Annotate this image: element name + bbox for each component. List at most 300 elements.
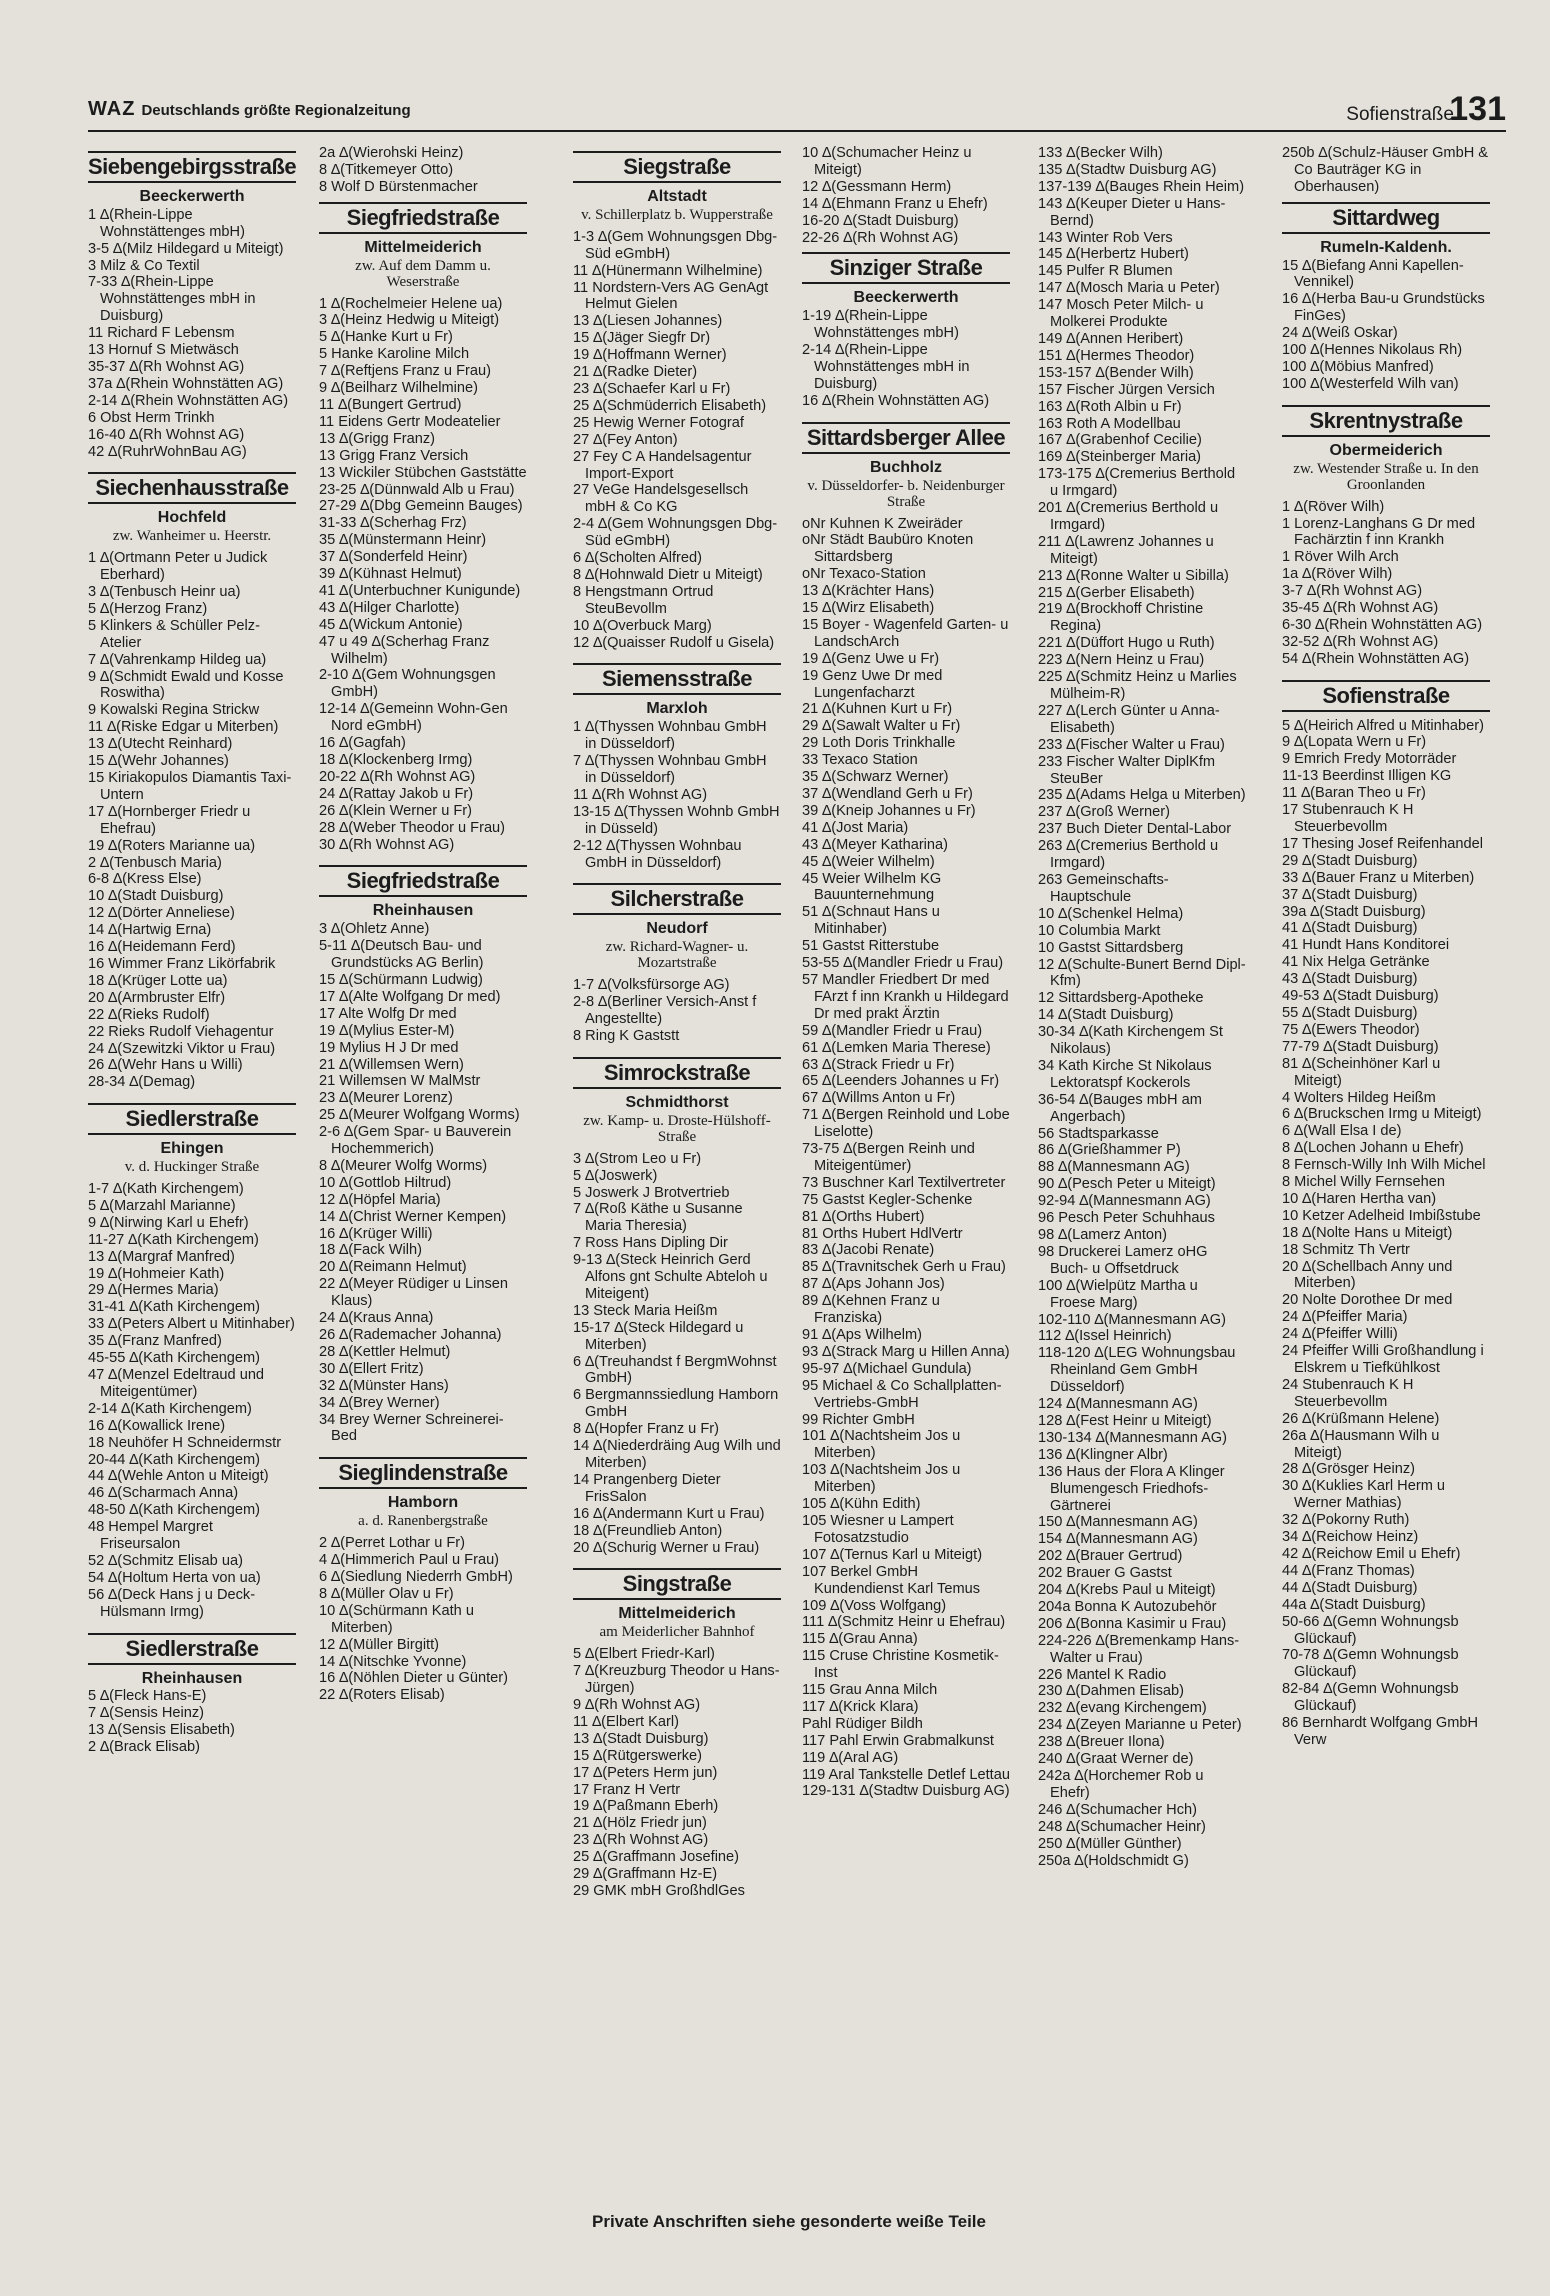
directory-entry: 3-7 ∆(Rh Wohnst AG): [1282, 583, 1423, 600]
directory-entry: 20 ∆(Armbruster Elfr): [88, 989, 226, 1006]
directory-entry: 6 ∆(Wall Elsa I de): [1282, 1123, 1402, 1140]
directory-entry: 42 ∆(Reichow Emil u Ehefr): [1282, 1545, 1461, 1562]
directory-entry: 13 ∆(Utecht Reinhard): [88, 736, 233, 753]
directory-entry: 54 ∆(Rhein Wohnstätten AG): [1282, 650, 1470, 667]
directory-entry: 202 Brauer G Gastst: [1038, 1565, 1172, 1582]
directory-entry: 44a ∆(Stadt Duisburg): [1282, 1596, 1426, 1613]
entry-list: [88, 207, 296, 461]
directory-entry: 13 ∆(Krächter Hans): [802, 583, 935, 600]
directory-entry: 29 ∆(Stadt Duisburg): [1282, 852, 1418, 869]
directory-entry: 147 ∆(Mosch Maria u Peter): [1038, 280, 1220, 297]
directory-entry: 12 ∆(Dörter Anneliese): [88, 905, 235, 922]
directory-entry: 7 ∆(Sensis Heinz): [88, 1705, 204, 1722]
directory-entry: 32 ∆(Pokorny Ruth): [1282, 1512, 1410, 1529]
directory-entry: 6 ∆(Scholten Alfred): [573, 550, 702, 567]
directory-entry: 89 ∆(Kehnen Franz u Franziska): [802, 1293, 940, 1327]
directory-entry: 115 Cruse Christine Kosmetik-Inst: [802, 1648, 999, 1682]
directory-entry: 44 ∆(Stadt Duisburg): [1282, 1579, 1418, 1596]
directory-entry: 45 ∆(Wickum Antonie): [319, 616, 463, 633]
directory-entry: 230 ∆(Dahmen Elisab): [1038, 1683, 1185, 1700]
directory-entry: 20 ∆(Schurig Werner u Frau): [573, 1539, 760, 1556]
directory-entry: 16 ∆(Andermann Kurt u Frau): [573, 1505, 765, 1522]
directory-entry: 6-8 ∆(Kress Else): [88, 871, 202, 888]
directory-entry: 11-13 Beerdinst Illigen KG: [1282, 768, 1452, 785]
directory-entry: 163 ∆(Roth Albin u Fr): [1038, 398, 1182, 415]
entry-list: [573, 1646, 781, 1900]
street-heading: Siegfriedstraße: [319, 202, 527, 234]
directory-entry: 9 ∆(Rh Wohnst AG): [573, 1696, 701, 1713]
directory-entry: 250 ∆(Müller Günther): [1038, 1835, 1182, 1852]
street-location: am Meiderlicher Bahnhof: [599, 1624, 755, 1641]
directory-entry: 17 ∆(Hornberger Friedr u Ehefrau): [88, 803, 251, 837]
directory-entry: 2-8 ∆(Berliner Versich-Anst f Angestellte): [573, 994, 757, 1028]
directory-entry: 16 ∆(Herba Bau-u Grundstücks FinGes): [1282, 291, 1485, 325]
street-heading: Siedlerstraße: [88, 1103, 296, 1135]
directory-entry: 20-22 ∆(Rh Wohnst AG): [319, 768, 476, 785]
directory-entry: 47 u 49 ∆(Scherhag Franz Wilhelm): [319, 633, 490, 667]
directory-entry: 7-33 ∆(Rhein-Lippe Wohnstättenges mbH in Duisburg): [88, 274, 256, 325]
directory-entry: 8 ∆(Lochen Johann u Ehefr): [1282, 1140, 1464, 1157]
directory-entry: 117 ∆(Krick Klara): [802, 1698, 919, 1715]
directory-entry: 18 ∆(Krüger Lotte ua): [88, 972, 228, 989]
directory-entry: 18 ∆(Nolte Hans u Miteigt): [1282, 1224, 1453, 1241]
directory-entry: 75 Gastst Kegler-Schenke: [802, 1191, 973, 1208]
directory-entry: 70-78 ∆(Gemn Wohnungsb Glückauf): [1282, 1647, 1459, 1681]
directory-entry: 21 ∆(Willemsen Wern): [319, 1056, 464, 1073]
brand-name: WAZ: [88, 98, 136, 120]
directory-entry: 2-6 ∆(Gem Spar- u Bauverein Hochemmerich): [319, 1124, 512, 1158]
directory-entry: 36-54 ∆(Bauges mbH am Angerbach): [1038, 1091, 1202, 1125]
entry-list: [573, 229, 781, 652]
directory-entry: 34 ∆(Reichow Heinz): [1282, 1529, 1419, 1546]
directory-entry: 105 ∆(Kühn Edith): [802, 1496, 921, 1513]
page-number: 131: [1449, 90, 1506, 128]
directory-entry: 8 ∆(Meurer Wolfg Worms): [319, 1157, 488, 1174]
directory-entry: 30-34 ∆(Kath Kirchengem St Nikolaus): [1038, 1024, 1223, 1058]
directory-entry: 1a ∆(Röver Wilh): [1282, 566, 1393, 583]
directory-entry: 29 GMK mbH GroßhdlGes: [573, 1882, 745, 1899]
street-heading: Sieglindenstraße: [319, 1457, 527, 1489]
directory-entry: 5 Klinkers & Schüller Pelz-Atelier: [88, 617, 260, 651]
directory-entry: 21 ∆(Hölz Friedr jun): [573, 1815, 707, 1832]
directory-entry: 37a ∆(Rhein Wohnstätten AG): [88, 375, 284, 392]
directory-entry: 21 Willemsen W MalMstr: [319, 1073, 481, 1090]
directory-entry: 1 ∆(Ortmann Peter u Judick Eberhard): [88, 550, 268, 584]
street-heading: Sittardweg: [1282, 202, 1490, 234]
directory-column-6: [1282, 145, 1490, 1761]
directory-entry: 5-11 ∆(Deutsch Bau- und Grundstücks AG Berlin): [319, 938, 484, 972]
directory-entry: 11 Nordstern-Vers AG GenAgt Helmut Gielen: [573, 279, 769, 313]
directory-entry: 9 ∆(Beilharz Wilhelmine): [319, 380, 478, 397]
district-name: Mittelmeiderich: [364, 238, 482, 256]
directory-entry: oNr Kuhnen K Zweiräder: [802, 515, 963, 532]
directory-entry: 111 ∆(Schmitz Heinr u Ehefrau): [802, 1614, 1006, 1631]
directory-entry: 150 ∆(Mannesmann AG): [1038, 1514, 1198, 1531]
directory-entry: 35-37 ∆(Rh Wohnst AG): [88, 358, 245, 375]
street-heading: Skrentnystraße: [1282, 405, 1490, 437]
directory-entry: 71 ∆(Bergen Reinhold und Lobe Liselotte): [802, 1107, 1010, 1141]
directory-entry: 56 ∆(Deck Hans j u Deck-Hülsmann Irmg): [88, 1586, 256, 1620]
directory-entry: 3 Milz & Co Textil: [88, 257, 200, 274]
entry-list: [573, 719, 781, 871]
directory-entry: 26 ∆(Krüßmann Helene): [1282, 1410, 1440, 1427]
directory-entry: 102-110 ∆(Mannesmann AG): [1038, 1311, 1226, 1328]
directory-entry: 17 Alte Wolfg Dr med: [319, 1005, 457, 1022]
directory-entry: 73 Buschner Karl Textilvertreter: [802, 1174, 1006, 1191]
directory-entry: 2 ∆(Perret Lothar u Fr): [319, 1535, 465, 1552]
directory-entry: 2-4 ∆(Gem Wohnungsgen Dbg-Süd eGmbH): [573, 516, 778, 550]
street-heading: Singstraße: [573, 1568, 781, 1600]
street-heading: Sofienstraße: [1282, 680, 1490, 712]
directory-entry: 8 Fernsch-Willy Inh Wilh Michel: [1282, 1157, 1486, 1174]
directory-entry: 35 ∆(Schwarz Werner): [802, 769, 949, 786]
directory-entry: 37 ∆(Stadt Duisburg): [1282, 886, 1418, 903]
directory-entry: 14 ∆(Christ Werner Kempen): [319, 1208, 507, 1225]
continued-entries: [319, 145, 527, 196]
directory-entry: 20 Nolte Dorothee Dr med: [1282, 1292, 1453, 1309]
directory-entry: 26 ∆(Wehr Hans u Willi): [88, 1057, 243, 1074]
directory-entry: 7 ∆(Kreuzburg Theodor u Hans-Jürgen): [573, 1663, 780, 1697]
directory-entry: 17 Franz H Vertr: [573, 1781, 681, 1798]
directory-entry: 11 ∆(Bungert Gertrud): [319, 396, 462, 413]
directory-entry: 10 ∆(Schürmann Kath u Miterben): [319, 1602, 474, 1636]
brand-tagline: Deutschlands größte Regionalzeitung: [141, 102, 411, 119]
directory-entry: 51 ∆(Schnaut Hans u Mitinhaber): [802, 904, 940, 938]
directory-entry: 37 ∆(Sonderfeld Heinr): [319, 549, 468, 566]
directory-entry: 17 Stubenrauch K H Steuerbevollm: [1282, 802, 1414, 835]
directory-entry: 13 ∆(Sensis Elisabeth): [88, 1722, 235, 1739]
directory-entry: 2-12 ∆(Thyssen Wohnbau GmbH in Düsseldorf): [573, 837, 742, 871]
street-section: [802, 252, 1010, 409]
directory-entry: 22 Rieks Rudolf Viehagentur: [88, 1023, 274, 1040]
directory-entry: 238 ∆(Breuer Ilona): [1038, 1734, 1165, 1751]
street-location: zw. Richard-Wagner- u. Mozartstraße: [605, 939, 749, 972]
directory-entry: 81 ∆(Scheinhöner Karl u Miteigt): [1282, 1055, 1441, 1089]
directory-entry: 13 ∆(Grigg Franz): [319, 430, 435, 447]
directory-entry: 169 ∆(Steinberger Maria): [1038, 449, 1202, 466]
directory-entry: 11 ∆(Baran Theo u Fr): [1282, 785, 1426, 802]
directory-entry: 24 ∆(Rattay Jakob u Fr): [319, 785, 474, 802]
directory-entry: 21 ∆(Kuhnen Kurt u Fr): [802, 701, 953, 718]
directory-entry: 33 ∆(Bauer Franz u Miterben): [1282, 869, 1475, 886]
directory-entry: 10 Gastst Sittardsberg: [1038, 939, 1184, 956]
directory-entry: 81 Orths Hubert HdlVertr: [802, 1225, 963, 1242]
directory-entry: 9-13 ∆(Steck Heinrich Gerd Alfons gnt Schulte Abteloh u Miteigent): [573, 1252, 768, 1302]
directory-entry: 5 ∆(Fleck Hans-E): [88, 1688, 207, 1705]
directory-entry: 19 ∆(Genz Uwe u Fr): [802, 650, 940, 667]
directory-entry: 22 ∆(Rieks Rudolf): [88, 1006, 210, 1023]
directory-entry: 18 ∆(Freundlieb Anton): [573, 1522, 723, 1539]
entry-list: [1282, 718, 1490, 1749]
directory-entry: 7 ∆(Roß Käthe u Susanne Maria Theresia): [573, 1201, 743, 1235]
directory-entry: 206 ∆(Bonna Kasimir u Frau): [1038, 1615, 1227, 1632]
directory-entry: 1-7 ∆(Volksfürsorge AG): [573, 977, 730, 994]
directory-entry: 213 ∆(Ronne Walter u Sibilla): [1038, 567, 1229, 584]
directory-entry: 124 ∆(Mannesmann AG): [1038, 1396, 1198, 1413]
street-heading: Siegfriedstraße: [319, 865, 527, 897]
street-section: [573, 1568, 781, 1899]
directory-entry: 16 ∆(Gagfah): [319, 735, 406, 752]
entry-list: [319, 1535, 527, 1704]
directory-entry: 11 Richard F Lebensm: [88, 325, 235, 342]
directory-entry: 112 ∆(Issel Heinrich): [1038, 1328, 1172, 1345]
directory-entry: 24 ∆(Weiß Oskar): [1282, 325, 1398, 342]
street-section: [573, 1057, 781, 1557]
directory-entry: 5 ∆(Herzog Franz): [88, 600, 208, 617]
directory-entry: 151 ∆(Hermes Theodor): [1038, 347, 1195, 364]
directory-entry: 154 ∆(Mannesmann AG): [1038, 1531, 1198, 1548]
directory-entry: 20 ∆(Schellbach Anny und Miterben): [1282, 1258, 1453, 1292]
directory-entry: 95-97 ∆(Michael Gundula): [802, 1360, 972, 1377]
street-location: a. d. Ranenbergstraße: [358, 1513, 488, 1530]
directory-entry: 27 ∆(Fey Anton): [573, 431, 678, 448]
directory-entry: 135 ∆(Stadtw Duisburg AG): [1038, 161, 1217, 178]
directory-entry: 19 ∆(Hohmeier Kath): [88, 1265, 225, 1282]
directory-entry: 1 Lorenz-Langhans G Dr med Fachärztin f inn Krankh: [1282, 515, 1476, 549]
district-name: Rheinhausen: [372, 902, 474, 920]
directory-entry: 227 ∆(Lerch Günter u Anna-Elisabeth): [1038, 702, 1220, 736]
entry-list: [802, 308, 1010, 409]
directory-entry: 100 ∆(Hennes Nikolaus Rh): [1282, 342, 1463, 359]
directory-entry: 246 ∆(Schumacher Hch): [1038, 1801, 1197, 1818]
directory-entry: 100 ∆(Westerfeld Wilh van): [1282, 375, 1459, 392]
directory-entry: 18 Neuhöfer H Schneidermstr: [88, 1434, 282, 1451]
directory-entry: 15 ∆(Jäger Siegfr Dr): [573, 330, 711, 347]
directory-entry: 11 ∆(Rh Wohnst AG): [573, 786, 708, 803]
directory-entry: 7 ∆(Thyssen Wohnbau GmbH in Düsseldorf): [573, 753, 767, 786]
directory-entry: 10 ∆(Schenkel Helma): [1038, 905, 1184, 922]
directory-entry: 115 ∆(Grau Anna): [802, 1631, 918, 1648]
directory-entry: 41 ∆(Jost Maria): [802, 819, 909, 836]
directory-entry: 12 Sittardsberg-Apotheke: [1038, 990, 1204, 1007]
directory-entry: 5 ∆(Elbert Friedr-Karl): [573, 1646, 715, 1663]
directory-entry: 44 ∆(Franz Thomas): [1282, 1562, 1415, 1579]
entry-list: [88, 550, 296, 1091]
street-location: zw. Auf dem Damm u. Weserstraße: [355, 257, 491, 290]
directory-entry: 143 Winter Rob Vers: [1038, 229, 1173, 246]
directory-entry: 21 ∆(Radke Dieter): [573, 364, 698, 381]
directory-entry: 18 ∆(Klockenberg Irmg): [319, 752, 473, 768]
directory-entry: 6-30 ∆(Rhein Wohnstätten AG): [1282, 616, 1483, 633]
directory-entry: 2a ∆(Wierohski Heinz): [319, 145, 464, 161]
directory-entry: 26 ∆(Klein Werner u Fr): [319, 802, 473, 819]
directory-entry: 237 Buch Dieter Dental-Labor: [1038, 821, 1232, 838]
district-name: Obermeiderich: [1329, 441, 1443, 459]
directory-entry: 24 Pfeiffer Willi Großhandlung i Elskrem u Tiefkühlkost: [1282, 1343, 1484, 1376]
page-header: [88, 90, 1506, 132]
directory-entry: 16 ∆(Krüger Willi): [319, 1225, 433, 1242]
directory-entry: 32-52 ∆(Rh Wohnst AG): [1282, 633, 1439, 650]
directory-entry: 242a ∆(Horchemer Rob u Ehefr): [1038, 1768, 1204, 1801]
directory-entry: 240 ∆(Graat Werner de): [1038, 1751, 1194, 1768]
directory-entry: 8 ∆(Titkemeyer Otto): [319, 161, 454, 178]
directory-entry: 145 ∆(Herbertz Hubert): [1038, 246, 1189, 263]
district-name: Ehingen: [160, 1140, 224, 1158]
directory-entry: 20-44 ∆(Kath Kirchengem): [88, 1451, 260, 1468]
directory-entry: 10 ∆(Schumacher Heinz u Miteigt): [802, 145, 972, 178]
street-location: zw. Kamp- u. Droste-Hülshoff-Straße: [583, 1112, 771, 1145]
directory-entry: 3 ∆(Tenbusch Heinr ua): [88, 584, 241, 601]
directory-entry: 201 ∆(Cremerius Berthold u Irmgard): [1038, 500, 1219, 533]
directory-entry: 4 Wolters Hildeg Heißm: [1282, 1089, 1436, 1106]
directory-entry: 1 ∆(Rhein-Lippe Wohnstättenges mbH): [88, 206, 245, 240]
directory-entry: 81 ∆(Orths Hubert): [802, 1208, 925, 1225]
directory-entry: 137-139 ∆(Bauges Rhein Heim): [1038, 178, 1245, 195]
directory-entry: 8 ∆(Hopfer Franz u Fr): [573, 1421, 719, 1438]
directory-entry: 15 ∆(Biefang Anni Kapellen-Vennikel): [1282, 257, 1464, 291]
district-name: Beeckerwerth: [139, 187, 245, 205]
directory-entry: 41 ∆(Stadt Duisburg): [1282, 920, 1418, 937]
district-name: Beeckerwerth: [853, 289, 959, 307]
directory-entry: 48 Hempel Margret Friseursalon: [88, 1519, 213, 1553]
street-location: v. Düsseldorfer- b. Neidenburger Straße: [807, 477, 1005, 510]
directory-entry: 10 ∆(Gottlob Hiltrud): [319, 1174, 452, 1191]
directory-entry: 50-66 ∆(Gemn Wohnungsb Glückauf): [1282, 1613, 1459, 1647]
directory-entry: 128 ∆(Fest Heinr u Miteigt): [1038, 1412, 1212, 1429]
directory-entry: 47 ∆(Menzel Edeltraud und Miteigentümer): [88, 1367, 265, 1400]
directory-entry: 250a ∆(Holdschmidt G): [1038, 1852, 1189, 1869]
directory-entry: 107 ∆(Ternus Karl u Miteigt): [802, 1546, 983, 1563]
directory-entry: 4 ∆(Himmerich Paul u Frau): [319, 1552, 500, 1569]
directory-entry: 202 ∆(Brauer Gertrud): [1038, 1548, 1183, 1565]
directory-entry: 107 Berkel GmbH Kundendienst Karl Temus: [802, 1563, 981, 1597]
directory-entry: 87 ∆(Aps Johann Jos): [802, 1276, 945, 1293]
street-section: [573, 883, 781, 1044]
directory-entry: 11 Eidens Gertr Modeatelier: [319, 413, 501, 430]
directory-entry: 3 ∆(Heinz Hedwig u Miteigt): [319, 312, 500, 329]
directory-entry: 29 ∆(Sawalt Walter u Fr): [802, 718, 961, 735]
directory-entry: 24 ∆(Kraus Anna): [319, 1310, 434, 1327]
directory-column-3: [573, 145, 781, 1912]
directory-entry: 13 Steck Maria Heißm: [573, 1302, 718, 1319]
directory-entry: 14 ∆(Niederdräing Aug Wilh und Miterben): [573, 1438, 781, 1471]
directory-entry: 233 ∆(Fischer Walter u Frau): [1038, 736, 1225, 753]
directory-entry: 18 Schmitz Th Vertr: [1282, 1241, 1410, 1258]
directory-entry: 63 ∆(Strack Friedr u Fr): [802, 1056, 955, 1073]
directory-entry: 1-7 ∆(Kath Kirchengem): [88, 1181, 244, 1198]
directory-entry: 16-20 ∆(Stadt Duisburg): [802, 212, 959, 229]
directory-entry: 101 ∆(Nachtsheim Jos u Miterben): [802, 1428, 961, 1462]
directory-entry: 19 ∆(Mylius Ester-M): [319, 1022, 455, 1039]
directory-entry: 39 ∆(Kühnast Helmut): [319, 566, 462, 583]
directory-entry: 25 ∆(Schmüderrich Elisabeth): [573, 397, 767, 414]
directory-entry: 14 ∆(Nitschke Yvonne): [319, 1653, 467, 1670]
directory-entry: 224-226 ∆(Bremenkamp Hans-Walter u Frau): [1038, 1632, 1240, 1666]
street-heading: Silcherstraße: [573, 883, 781, 915]
directory-entry: 13 ∆(Stadt Duisburg): [573, 1730, 709, 1747]
directory-entry: 226 Mantel K Radio: [1038, 1666, 1167, 1683]
directory-entry: 98 ∆(Lamerz Anton): [1038, 1227, 1167, 1243]
directory-entry: 147 Mosch Peter Milch- u Molkerei Produkte: [1038, 297, 1204, 331]
directory-entry: 15 ∆(Schürmann Ludwig): [319, 971, 483, 988]
directory-entry: 16 Wimmer Franz Likörfabrik: [88, 955, 276, 972]
directory-entry: 223 ∆(Nern Heinz u Frau): [1038, 652, 1205, 669]
directory-entry: 10 Ketzer Adelheid Imbißstube: [1282, 1207, 1481, 1224]
directory-entry: 6 Bergmannssiedlung Hamborn GmbH: [573, 1387, 779, 1421]
directory-entry: 53-55 ∆(Mandler Friedr u Frau): [802, 955, 1004, 972]
directory-entry: 28-34 ∆(Demag): [88, 1074, 196, 1091]
street-section: [1282, 680, 1490, 1749]
directory-entry: 7 ∆(Reftjens Franz u Frau): [319, 363, 491, 380]
directory-entry: 86 Bernhardt Wolfgang GmbH Verw: [1282, 1715, 1479, 1748]
directory-entry: 16 ∆(Rhein Wohnstätten AG): [802, 392, 990, 409]
directory-entry: 48-50 ∆(Kath Kirchengem): [88, 1502, 260, 1519]
directory-entry: 28 ∆(Kettler Helmut): [319, 1343, 451, 1360]
street-section: [319, 865, 527, 1445]
district-name: Rumeln-Kaldenh.: [1320, 238, 1452, 256]
directory-entry: 8 Ring K Gaststt: [573, 1027, 680, 1044]
directory-entry: 57 Mandler Friedbert Dr med FArzt f inn Krankh u Hildegard Dr med prakt Ärztin: [802, 971, 1009, 1022]
directory-entry: 9 ∆(Lopata Wern u Fr): [1282, 734, 1427, 751]
street-location: zw. Westender Straße u. In den Groonlanden: [1293, 460, 1479, 493]
directory-entry: 56 Stadtsparkasse: [1038, 1125, 1159, 1142]
street-section: [573, 663, 781, 871]
directory-entry: 1 ∆(Rochelmeier Helene ua): [319, 295, 503, 312]
directory-entry: 23 ∆(Meurer Lorenz): [319, 1090, 453, 1107]
directory-entry: 85 ∆(Travnitschek Gerh u Frau): [802, 1259, 1006, 1276]
district-name: Rheinhausen: [141, 1669, 243, 1687]
directory-entry: 45 Weier Wilhelm KG Bauunternehmung: [802, 870, 942, 904]
entry-list: [1282, 499, 1490, 668]
directory-entry: 41 ∆(Unterbuchner Kunigunde): [319, 582, 521, 599]
directory-entry: 24 ∆(Pfeiffer Maria): [1282, 1309, 1408, 1326]
directory-entry: 2-14 ∆(Rhein-Lippe Wohnstättenges mbH in Duisburg): [802, 342, 970, 392]
directory-entry: 143 ∆(Keuper Dieter u Hans-Bernd): [1038, 195, 1226, 229]
directory-entry: 67 ∆(Willms Anton u Fr): [802, 1090, 956, 1107]
directory-entry: 15 ∆(Rütgerswerke): [573, 1747, 702, 1764]
directory-entry: 232 ∆(evang Kirchengem): [1038, 1700, 1207, 1717]
directory-entry: 18 ∆(Fack Wilh): [319, 1242, 422, 1259]
directory-entry: 115 Grau Anna Milch: [802, 1682, 938, 1699]
directory-entry: 235 ∆(Adams Helga u Miterben): [1038, 787, 1246, 804]
directory-entry: 22 ∆(Meyer Rüdiger u Linsen Klaus): [319, 1276, 509, 1310]
directory-entry: 16 ∆(Kowallick Irene): [88, 1417, 226, 1434]
directory-entry: 22 ∆(Roters Elisab): [319, 1687, 445, 1704]
directory-entry: 130-134 ∆(Mannesmann AG): [1038, 1429, 1228, 1446]
entry-list: [573, 1151, 781, 1557]
directory-entry: 65 ∆(Leenders Johannes u Fr): [802, 1073, 1000, 1090]
directory-entry: 263 Gemeinschafts-Hauptschule: [1038, 871, 1169, 905]
directory-entry: oNr Texaco-Station: [802, 566, 926, 583]
directory-entry: 10 ∆(Stadt Duisburg): [88, 888, 224, 905]
directory-column-4: [802, 145, 1010, 1812]
directory-column-2: [319, 145, 527, 1716]
directory-entry: 24 ∆(Szewitzki Viktor u Frau): [88, 1040, 276, 1057]
directory-entry: 16 ∆(Nöhlen Dieter u Günter): [319, 1670, 509, 1687]
directory-entry: 29 ∆(Graffmann Hz-E): [573, 1866, 718, 1883]
directory-entry: 11-27 ∆(Kath Kirchengem): [88, 1231, 259, 1248]
directory-entry: 3-5 ∆(Milz Hildegard u Miteigt): [88, 240, 284, 257]
street-heading: Siechenhausstraße: [88, 472, 296, 504]
district-name: Hamborn: [387, 1494, 459, 1512]
directory-entry: 30 ∆(Ellert Fritz): [319, 1360, 424, 1377]
directory-entry: 28 ∆(Weber Theodor u Frau): [319, 819, 506, 836]
directory-entry: 35 ∆(Münstermann Heinr): [319, 532, 487, 549]
directory-entry: 8 ∆(Müller Olav u Fr): [319, 1585, 454, 1602]
street-heading: Siedlerstraße: [88, 1633, 296, 1665]
directory-entry: 96 Pesch Peter Schuhhaus: [1038, 1210, 1215, 1227]
directory-entry: 86 ∆(Grießhammer P): [1038, 1142, 1181, 1159]
directory-entry: 59 ∆(Mandler Friedr u Frau): [802, 1022, 983, 1039]
directory-entry: 83 ∆(Jacobi Renate): [802, 1242, 935, 1259]
directory-entry: 145 Pulfer R Blumen: [1038, 263, 1173, 280]
directory-entry: 211 ∆(Lawrenz Johannes u Miteigt): [1038, 533, 1214, 567]
directory-entry: 204 ∆(Krebs Paul u Miteigt): [1038, 1582, 1216, 1599]
directory-entry: 15 Kiriakopulos Diamantis Taxi-Untern: [88, 770, 292, 803]
directory-entry: 13 ∆(Margraf Manfred): [88, 1248, 235, 1265]
directory-entry: 219 ∆(Brockhoff Christine Regina): [1038, 601, 1204, 635]
directory-entry: 6 ∆(Siedlung Niederrh GmbH): [319, 1568, 513, 1585]
